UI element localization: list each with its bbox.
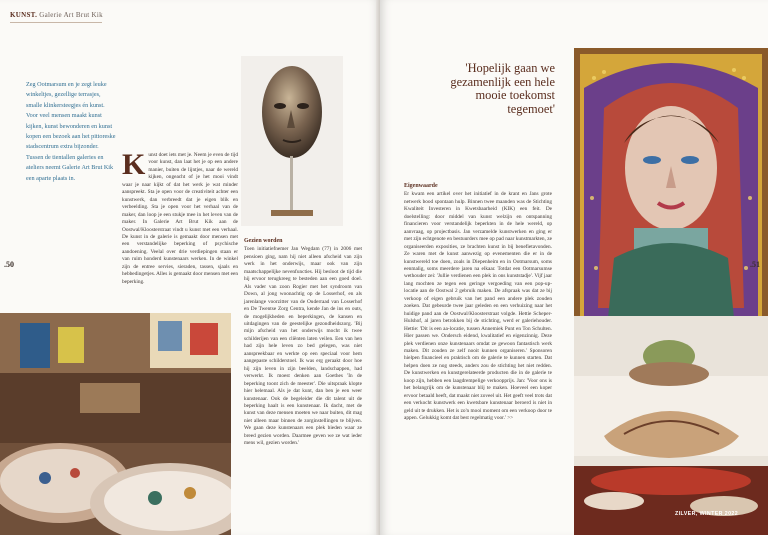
subheading-eigenwaarde: Eigenwaarde xyxy=(404,183,438,189)
left-page xyxy=(0,0,380,535)
article-column-2 xyxy=(244,238,362,448)
article-column-3 xyxy=(404,183,552,423)
article-text-2: Toen initiatiefnemer Jan Wegdam (77) in 2006 met pensioen ging, nam hij niet alleen afscheid van zijn werk in het onderwijs, maar ook van zijn maatschappelijke nevenfuncties. Hij besloot de tijd die hij ervoor terugkreeg te besteden aan een goed doel. Als vader van zoon Rogier met het syndroom van Down, al jong woonachtig op de Losserhof, en als jarenlange voorzitter van de Ouderraad van Losserhof en De Twentse Zorg Centra, kende Jan de ins en outs, de mogelijkheden en beperkingen, de kansen en uitdagingen van de geestelijke gezondheidszorg. 'Bij mijn afscheid van het onderwijs mocht ik twee schilderijen van een cliënten laten veilen. Een van hen had zijn hele leven zo bed gelegen, was niet aanspreekbaar en werkte op een speciaal voor hem aangepaste schilderstoel. Ik was erg geraakt door hoe hij zijn leven in zijn beelden, landschappen, had verwerkt. Ik moest denken aan Goethes 'In de beperking toont zich de meester'. Die uitspraak klopte hier helemaal. Als je dat kunt, dan ben je een weer kunstenaar. Ook de begeleider die dit talent uit de beperking haalt is een kunstenaar. Ik dacht, met de kunst van deze mensen moeten we naar buiten, dit mag niet alleen maar binnen de zorginstellingen te blijven. We gaan deze kunstenaars een plek bieden waar ze breed gezien worden. Daarmee geven we ze wat ieder mens wil, gezien worden.' xyxy=(244,246,362,447)
ceramic-bowls-photo xyxy=(574,316,768,535)
intro-text: Zeg Ootmarsum en je zegt leuke winkeltjes, gezellige terrasjes, smalle klinkersteegjes én kunst. Voor veel mensen maakt kunst kijken, kunst bewonderen en kunst kopen een bezoek aan het pittoreske stadscentrum extra bijzonder. Tussen de tientallen galeries en ateliers neemt Galerie Art Brut Kik een aparte plaats in. xyxy=(26,81,116,182)
subheading-gezien-worden: Gezien worden xyxy=(244,238,283,244)
section-kicker: KUNST. xyxy=(10,11,38,19)
pull-quote: 'Hopelijk gaan we gezamenlijk een hele mooie toekomst tegemoet' xyxy=(450,61,555,116)
mask-sculpture-photo xyxy=(241,56,343,226)
section-title: Galerie Art Brut Kik xyxy=(39,11,103,19)
drop-cap: K xyxy=(122,148,146,181)
header-rule xyxy=(10,22,102,23)
gallery-interior-photo xyxy=(0,313,231,535)
page-number-left: .50 xyxy=(4,260,14,269)
article-column-1 xyxy=(122,148,238,286)
section-header xyxy=(10,11,103,19)
mosaic-portrait-painting xyxy=(574,48,768,333)
magazine-footer: ZILVER, WINTER 2022 xyxy=(675,511,739,517)
article-text-1: unst doet iets met je. Neem je even de tijd voor kunst, dan laat het je op een andere manier, buiten de lijntjes, naar de wereld kijken, ongeacht of je het mooi vindt waar je naar kijkt of dat het werk je wat minder aanspreekt. Sta je open voor de creativiteit achter een kunstwerk, dan verbreedt dat je eigen blik en verbeelding. Sta je open voor het verhaal van de maker, dan loop je een stukje mee in het leven van de maker. In Galerie Art Brut Kik aan de Oostwal/Kloosterstraat vindt u kunst met een verhaal. De kunst in de galerie is gemaakt door mensen met een verstandelijke beperking of psychische aandoening. Veelal over drie verdiepingen staan er van ruim honderd kunstenaars werken. In de winkel zijn de entree servies, sieraden, tassen, sjaals en hebbedingetjes. Alles is gemaakt door mensen met een beperking. xyxy=(122,152,238,285)
article-text-3: Er kwam een artikel over het initiatief in de krant en Jans grote netwerk bood spontaan hulp. Binnen twee maanden was de Stichting Kwaliteit Investeren in Kwetsbaarheid (KIK) een feit. De doelstelling: door middel van kunst welzijn en ontspanning financieren voor verstandelijk beperkten in de hele wereld, op aanvraag, op projectbasis. Jan verzamelde kunstwerken en ging er met zijn echtgenote en bestuurders mee op pad naar kunstmarkten, ze organiseerden exposities, ze brachten kunst in bij benefietavonden. Ze waren met de kunst aanwezig op evenementen die er in de kunstwereld toe doen, zoals in Diepenheim en in Ootmarsum, soms eenmalig, soms meerdere jaren na elkaar. Totdat een Ootmarsumse wethouder zei: 'Jullie verdienen een plek in ons kunststadje'. Vijf jaar lang mochten ze tegen een geringe vergoeding van een pop-up-locatie aan de Oostwal 2 gebruik maken. De afspraak was dat ze bij verkoop of eigen gebruik van het pand een andere plek zouden zoeken. Dat gebeurde twee jaar geleden en een verhuizing naar het huidige pand aan de Oostwal/Kloosterstraat volgde. Hettie Scheper-Hulshof, al jaren betrokken bij de stichting, werd er galeriehouder. Hettie: 'Dit is een aa-locatie, tussen Annemiek Punt en Ton Schulten. Hier passen we. Ondersch eidend, kwalitatief en eigenzinnig. Deze plek verdienen onze kunstenaars omdat ze gewoon fantastisch werk maken. Dit zouden ze zelf nooit kunnen organiseren.' Sponsoren hielpen financieel en praktisch om de galerie te kunnen starten. Dat helpen doen ze nog steeds, anders zou de stichting het niet redden. De kunstwerken en kunstgerelateerde producten die in de galerie te koop zijn, hebben een laagdrempelige verkoopprijs. Jan: 'Voor ons is het belangrijk om de kunstenaar blij te maken. Hoeveel een koper ervoor betaald heeft, dat maakt niet zoveel uit. Het geeft veel trots dat een verkocht kunstwerk een kwetsbare kunstenaar beroerd is niet in geld uit te drukken. Het is zo'n mooi moment om een verkoop door te appen. Gelukkig komt dat best regelmatig voor.' >> xyxy=(404,191,552,422)
page-number-right: .51 xyxy=(750,260,760,269)
